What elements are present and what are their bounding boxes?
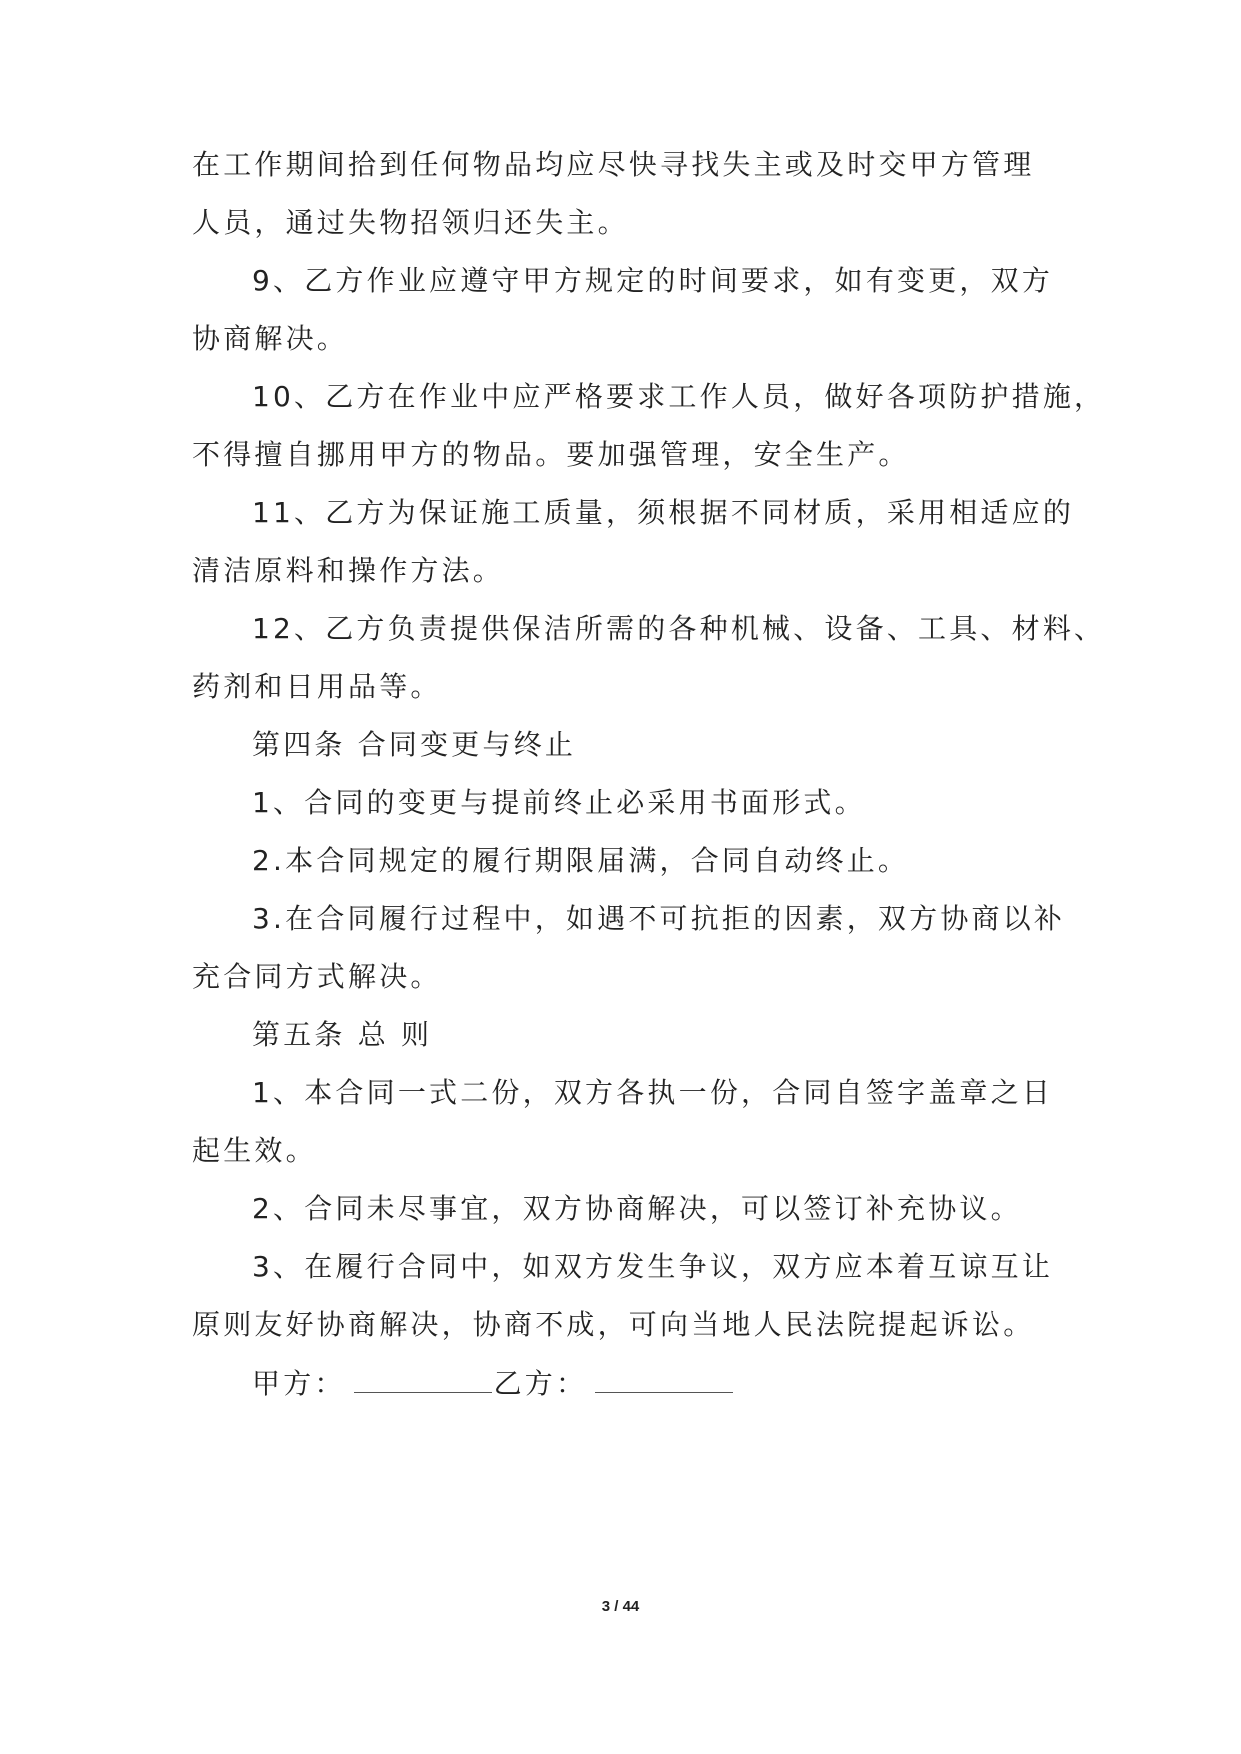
paragraph-line: 不得擅自挪用甲方的物品。要加强管理，安全生产。 <box>192 438 910 471</box>
signature-row <box>252 1366 735 1401</box>
clause-9: 9、乙方作业应遵守甲方规定的时间要求，如有变更，双方 <box>252 264 1054 297</box>
clause-12: 12、乙方负责提供保洁所需的各种机械、设备、工具、材料、 <box>252 612 1106 645</box>
article-4-item-2: 2.本合同规定的履行期限届满，合同自动终止。 <box>252 844 910 877</box>
paragraph-line: 原则友好协商解决，协商不成，可向当地人民法院提起诉讼。 <box>192 1308 1035 1341</box>
article-4-item-3: 3.在合同履行过程中，如遇不可抗拒的因素，双方协商以补 <box>252 902 1066 935</box>
paragraph-line: 药剂和日用品等。 <box>192 670 442 703</box>
paragraph-line: 充合同方式解决。 <box>192 960 442 993</box>
article-5-item-2: 2、合同未尽事宜，双方协商解决，可以签订补充协议。 <box>252 1192 1022 1225</box>
party-a-label: 甲方： <box>252 1367 346 1400</box>
page-number: 3 / 44 <box>601 1598 640 1615</box>
section-heading-article-5: 第五条 总 则 <box>252 1018 433 1051</box>
section-heading-article-4: 第四条 合同变更与终止 <box>252 728 577 761</box>
paragraph-line: 起生效。 <box>192 1134 317 1167</box>
party-b-label: 乙方： <box>493 1367 588 1400</box>
paragraph-line: 协商解决。 <box>192 322 349 355</box>
article-4-item-1: 1、合同的变更与提前终止必采用书面形式。 <box>252 786 866 819</box>
clause-10: 10、乙方在作业中应严格要求工作人员，做好各项防护措施， <box>252 380 1106 413</box>
paragraph-line: 人员，通过失物招领归还失主。 <box>192 206 629 239</box>
clause-11: 11、乙方为保证施工质量，须根据不同材质，采用相适应的 <box>252 496 1075 529</box>
party-a-signature-line <box>354 1366 492 1393</box>
paragraph-line: 在工作期间拾到任何物品均应尽快寻找失主或及时交甲方管理 <box>192 148 1035 181</box>
article-5-item-3: 3、在履行合同中，如双方发生争议，双方应本着互谅互让 <box>252 1250 1054 1283</box>
party-b-signature-line <box>595 1366 733 1393</box>
article-5-item-1: 1、本合同一式二份，双方各执一份，合同自签字盖章之日 <box>252 1076 1054 1109</box>
paragraph-line: 清洁原料和操作方法。 <box>192 554 505 587</box>
